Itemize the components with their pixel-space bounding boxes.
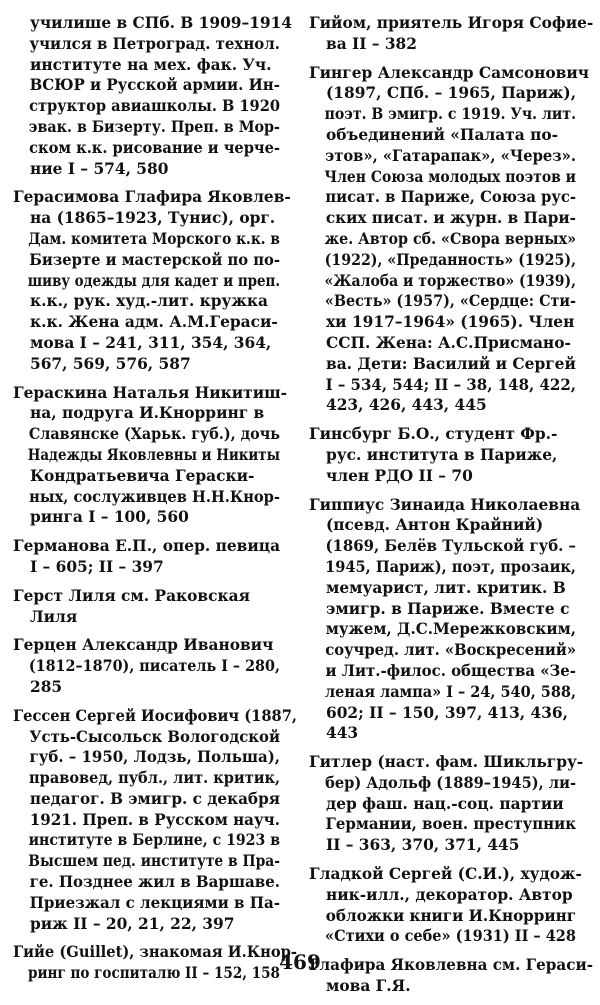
entry-line: Приезжал с лекциями в Па- — [29, 893, 280, 912]
entry-line: (псевд. Антон Крайний) — [326, 516, 544, 535]
entry-line: «Стихи о себе» (1931) II – 428 — [325, 927, 577, 946]
entry-line: хи 1917–1964» (1965). Член — [326, 313, 575, 332]
entry-line: I – 605; II – 397 — [30, 557, 164, 576]
index-entry — [309, 63, 593, 417]
index-entry — [13, 635, 297, 697]
entry-line: Германова Е.П., опер. певица — [13, 537, 281, 556]
entry-line: Надежды Яковлевны и Никиты — [27, 445, 280, 464]
entry-line: губ. – 1950, Лодзь, Польша), — [29, 748, 281, 767]
entry-line: ССП. Жена: А.С.Присмано- — [326, 333, 571, 352]
entry-line: институте в Берлине, с 1923 в — [28, 831, 281, 850]
page-number: 469 — [279, 950, 321, 974]
entry-line: мемуарист, лит. критик. В — [326, 578, 566, 597]
entry-line: ринг по госпиталю II – 152, 158 — [27, 964, 280, 983]
entry-line: Гераскина Наталья Никитиш- — [13, 383, 288, 402]
entry-line: Гийе (Guillet), знакомая И.Кнор- — [13, 943, 298, 962]
entry-line: ге. Позднее жил в Варшаве. — [29, 873, 281, 892]
index-entry — [13, 706, 297, 935]
entry-line: Герасимова Глафира Яковлев- — [13, 188, 291, 207]
entry-line: леная лампа» I – 24, 540, 588, — [324, 682, 576, 701]
entry-line: эмигр. в Париже. Вместе с — [326, 599, 570, 618]
left-column — [13, 13, 297, 992]
entry-line: 1945, Париж), поэт, прозаик, — [325, 557, 576, 576]
entry-line: Бизерте и мастерской по по- — [29, 250, 280, 269]
entry-line: соучред. лит. «Воскресений» — [325, 641, 577, 660]
entry-line: 423, 426, 443, 445 — [326, 396, 487, 415]
entry-line: Член Союза молодых поэтов и — [324, 167, 576, 186]
entry-line: учился в Петроград. технол. — [29, 34, 281, 53]
entry-line: II – 363, 370, 371, 445 — [326, 836, 520, 855]
entry-line: шиву одежды для кадет и преп. — [27, 271, 280, 290]
entry-line: эвак. в Бизерту. Преп. в Мор- — [28, 117, 280, 136]
entry-line: этов», «Гатарапак», «Через». — [325, 146, 576, 165]
entry-line: Гингер Александр Самсонович — [309, 63, 590, 82]
entry-line: же. Автор сб. «Свора верных» — [324, 229, 577, 248]
entry-line: ных, сослуживцев Н.Н.Кнор- — [29, 487, 281, 506]
entry-line: ник-илл., декоратор. Автор — [326, 885, 573, 904]
entry-line: ском к.к. рисование и черче- — [29, 138, 280, 157]
entry-line: Гинсбург Б.О., студент Фр.- — [309, 425, 558, 444]
entry-line: «Жалоба и торжество» (1939), — [324, 271, 576, 290]
entry-line: I – 534, 544; II – 38, 148, 422, — [325, 375, 577, 394]
entry-line: 1921. Преп. в Русском науч. — [29, 810, 280, 829]
index-entry — [13, 586, 297, 628]
entry-line: 567, 569, 576, 587 — [30, 354, 191, 373]
entry-line: (1922), «Преданность» (1925), — [324, 250, 577, 269]
entry-line: риж II – 20, 21, 22, 397 — [30, 914, 235, 933]
entry-line: обложки книги И.Кнорринг — [325, 906, 577, 925]
entry-line: 443 — [326, 724, 359, 743]
entry-line: структор авиашколы. В 1920 — [29, 97, 280, 116]
entry-line: Герст Лиля см. Раковская — [13, 586, 250, 605]
entry-line: к.к. Жена адм. А.М.Гераси- — [30, 313, 278, 332]
entry-line: поэт. В эмигр. с 1919. Уч. лит. — [324, 105, 577, 124]
entry-line: ских писат. и журн. в Пари- — [325, 209, 576, 228]
entry-line: Герцен Александр Иванович — [13, 636, 274, 655]
entry-line: мова Г.Я. — [326, 977, 411, 996]
entry-line: институте на мех. фак. Уч. — [30, 55, 272, 74]
entry-line: на (1865–1923, Тунис), орг. — [30, 209, 276, 228]
entry-line: (1897, СПб. – 1965, Париж), — [326, 84, 577, 103]
entry-line: 602; II – 150, 397, 413, 436, — [326, 703, 568, 722]
entry-line: правовед, публ., лит. критик, — [29, 769, 281, 788]
entry-line: Германии, воен. преступник — [325, 815, 577, 834]
entry-line: Усть-Сысольск Вологодской — [29, 727, 281, 746]
index-entry — [13, 383, 297, 529]
entry-line: ние I – 574, 580 — [30, 159, 169, 178]
index-entry — [309, 864, 593, 947]
entry-line: Лиля — [30, 607, 78, 626]
entry-line: Славянске (Харьк. губ.), дочь — [28, 425, 281, 444]
entry-line: Гитлер (наст. фам. Шикльгру- — [309, 753, 584, 772]
entry-line: к.к., рук. худ.-лит. кружка — [30, 292, 269, 311]
entry-line: (1812–1870), писатель I – 280, — [28, 657, 280, 676]
right-column — [309, 13, 593, 1005]
entry-line: Дам. комитета Морского к.к. в — [28, 229, 280, 248]
entry-line: писат. в Париже, Союза рус- — [325, 188, 576, 207]
entry-line: на, подруга И.Кнорринг в — [30, 404, 265, 423]
entry-line: мужем, Д.С.Мережковским, — [325, 620, 577, 639]
entry-line: «Весть» (1957), «Сердце: Сти- — [324, 292, 576, 311]
entry-line: рус. института в Париже, — [326, 445, 558, 464]
entry-line: Глафира Яковлевна см. Гераси- — [309, 956, 593, 975]
entry-line: Гийом, приятель Игоря Софие- — [309, 14, 594, 32]
entry-line: ва. Дети: Василий и Сергей — [326, 354, 576, 373]
entry-line: ва II – 382 — [326, 34, 417, 53]
entry-line: Гиппиус Зинаида Николаевна — [309, 495, 581, 514]
entry-line: бер) Адольф (1889–1945), ли- — [325, 773, 577, 792]
entry-line: дер фаш. нац.-соц. партии — [326, 794, 564, 813]
index-entry — [309, 752, 593, 856]
entry-line: (1869, Белёв Тульской губ. – — [325, 537, 576, 556]
index-entry — [13, 13, 297, 179]
entry-line: и Лит.-филос. общества «Зе- — [325, 661, 576, 680]
index-entry — [13, 536, 297, 578]
index-entry — [309, 424, 593, 486]
entry-line: ВСЮР и Русской армии. Ин- — [29, 76, 281, 95]
entry-line: ринга I – 100, 560 — [30, 508, 189, 527]
index-entry — [13, 187, 297, 374]
index-entry — [309, 495, 593, 745]
entry-line: Гессен Сергей Иосифович (1887, — [13, 706, 298, 725]
entry-line: Кондратьевича Гераски- — [30, 466, 255, 485]
entry-line: мова I – 241, 311, 354, 364, — [30, 333, 272, 352]
entry-line: училише в СПб. В 1909–1914 — [30, 14, 293, 32]
entry-line: Гладкой Сергей (С.И.), худож- — [309, 865, 582, 884]
entry-line: объединений «Палата по- — [326, 125, 559, 144]
entry-line: член РДО II – 70 — [326, 466, 473, 485]
entry-line: педагог. В эмигр. с декабря — [29, 789, 280, 808]
index-entry — [309, 13, 593, 55]
entry-line: 285 — [30, 677, 63, 696]
entry-line: Высшем пед. институте в Пра- — [28, 852, 280, 871]
